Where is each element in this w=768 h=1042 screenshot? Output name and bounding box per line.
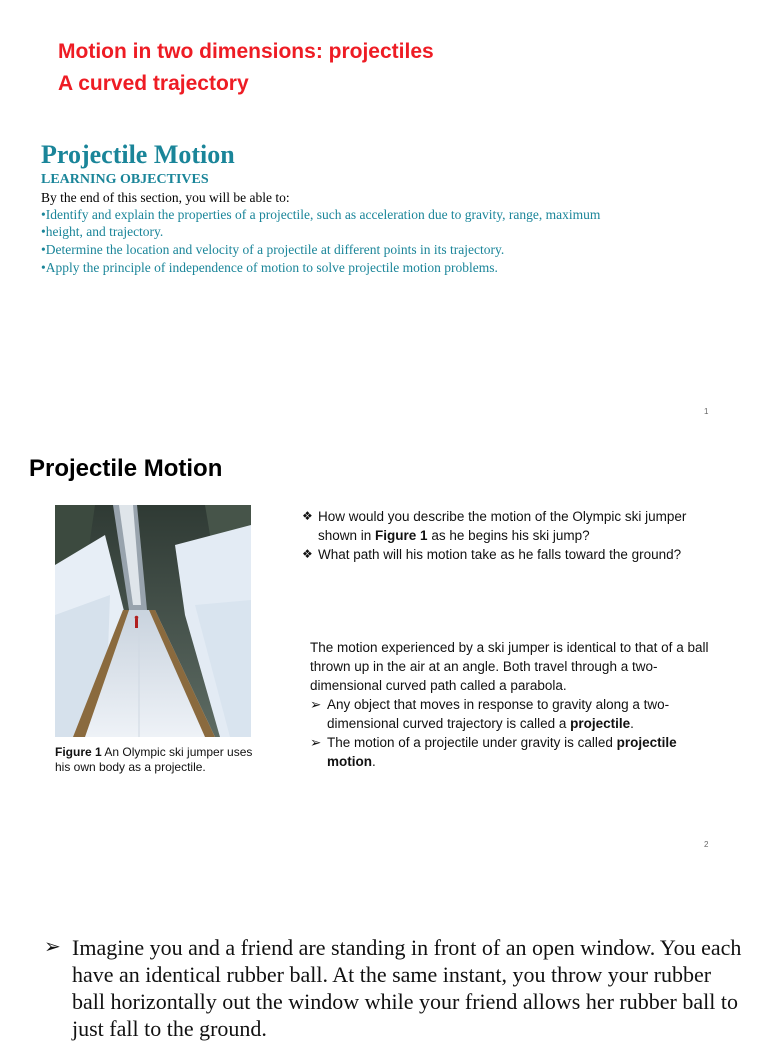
figure-label: Figure 1 <box>55 745 102 759</box>
bullet-text: . <box>630 716 634 731</box>
slide3-bullet <box>44 934 744 1042</box>
question-text: as he begins his ski jump? <box>427 528 590 543</box>
slide-title-line-2: A curved trajectory <box>58 72 249 95</box>
objectives-heading: LEARNING OBJECTIVES <box>41 172 209 187</box>
objective-item: •Apply the principle of independence of motion to solve projectile motion problems. <box>41 260 498 275</box>
question-list <box>302 507 702 564</box>
page-number: 1 <box>704 407 709 416</box>
arrow-bullet-icon: ➢ <box>310 697 322 712</box>
arrow-bullet-icon: ➢ <box>44 936 61 958</box>
ski-jump-photo <box>55 505 251 737</box>
explanation-block <box>310 638 710 771</box>
figure-caption <box>55 745 265 775</box>
explanation-paragraph: The motion experienced by a ski jumper is identical to that of a ball thrown up in the air at an angle. Both travel through a two-dimensional curved path called a parabola. <box>310 640 709 693</box>
bullet-text: Any object that moves in response to gravity along a two-dimensional curved trajectory is called a <box>327 697 670 731</box>
bullet-text: . <box>372 754 376 769</box>
bold-term: projectile motion <box>327 735 677 769</box>
bold-term: projectile <box>570 716 631 731</box>
slide3-text: Imagine you and a friend are standing in front of an open window. You each have an identical rubber ball. At the same instant, you throw your rubber ball horizontally out the window while your friend allows her rubber ball to just fall to the ground. <box>72 935 742 1041</box>
ski-jump-illustration <box>55 505 251 737</box>
question-text: How would you describe the motion of the Olympic ski jumper shown in <box>318 509 687 543</box>
question-item <box>302 507 702 545</box>
bullet-item <box>310 733 710 771</box>
diamond-bullet-icon: ❖ <box>302 547 313 561</box>
bullet-text: The motion of a projectile under gravity is called <box>327 735 617 750</box>
objective-item: •Determine the location and velocity of a projectile at different points in its trajectory. <box>41 242 505 257</box>
arrow-bullet-icon: ➢ <box>310 735 322 750</box>
question-item <box>302 545 702 564</box>
objectives-intro: By the end of this section, you will be able to: <box>41 190 290 205</box>
figure-caption-text: An Olympic ski jumper uses his own body as a projectile. <box>55 745 253 774</box>
objective-item: •Identify and explain the properties of a projectile, such as acceleration due to gravity, range, maximum <box>41 207 601 222</box>
slide-title-line-1: Motion in two dimensions: projectiles <box>58 40 434 63</box>
page-number: 2 <box>704 840 709 849</box>
figure-reference: Figure 1 <box>375 528 428 543</box>
section-heading: Projectile Motion <box>41 140 235 169</box>
diamond-bullet-icon: ❖ <box>302 509 313 523</box>
question-text: What path will his motion take as he falls toward the ground? <box>318 547 682 562</box>
slide-heading: Projectile Motion <box>29 455 223 482</box>
objective-item: •height, and trajectory. <box>41 224 164 239</box>
bullet-item <box>310 695 710 733</box>
